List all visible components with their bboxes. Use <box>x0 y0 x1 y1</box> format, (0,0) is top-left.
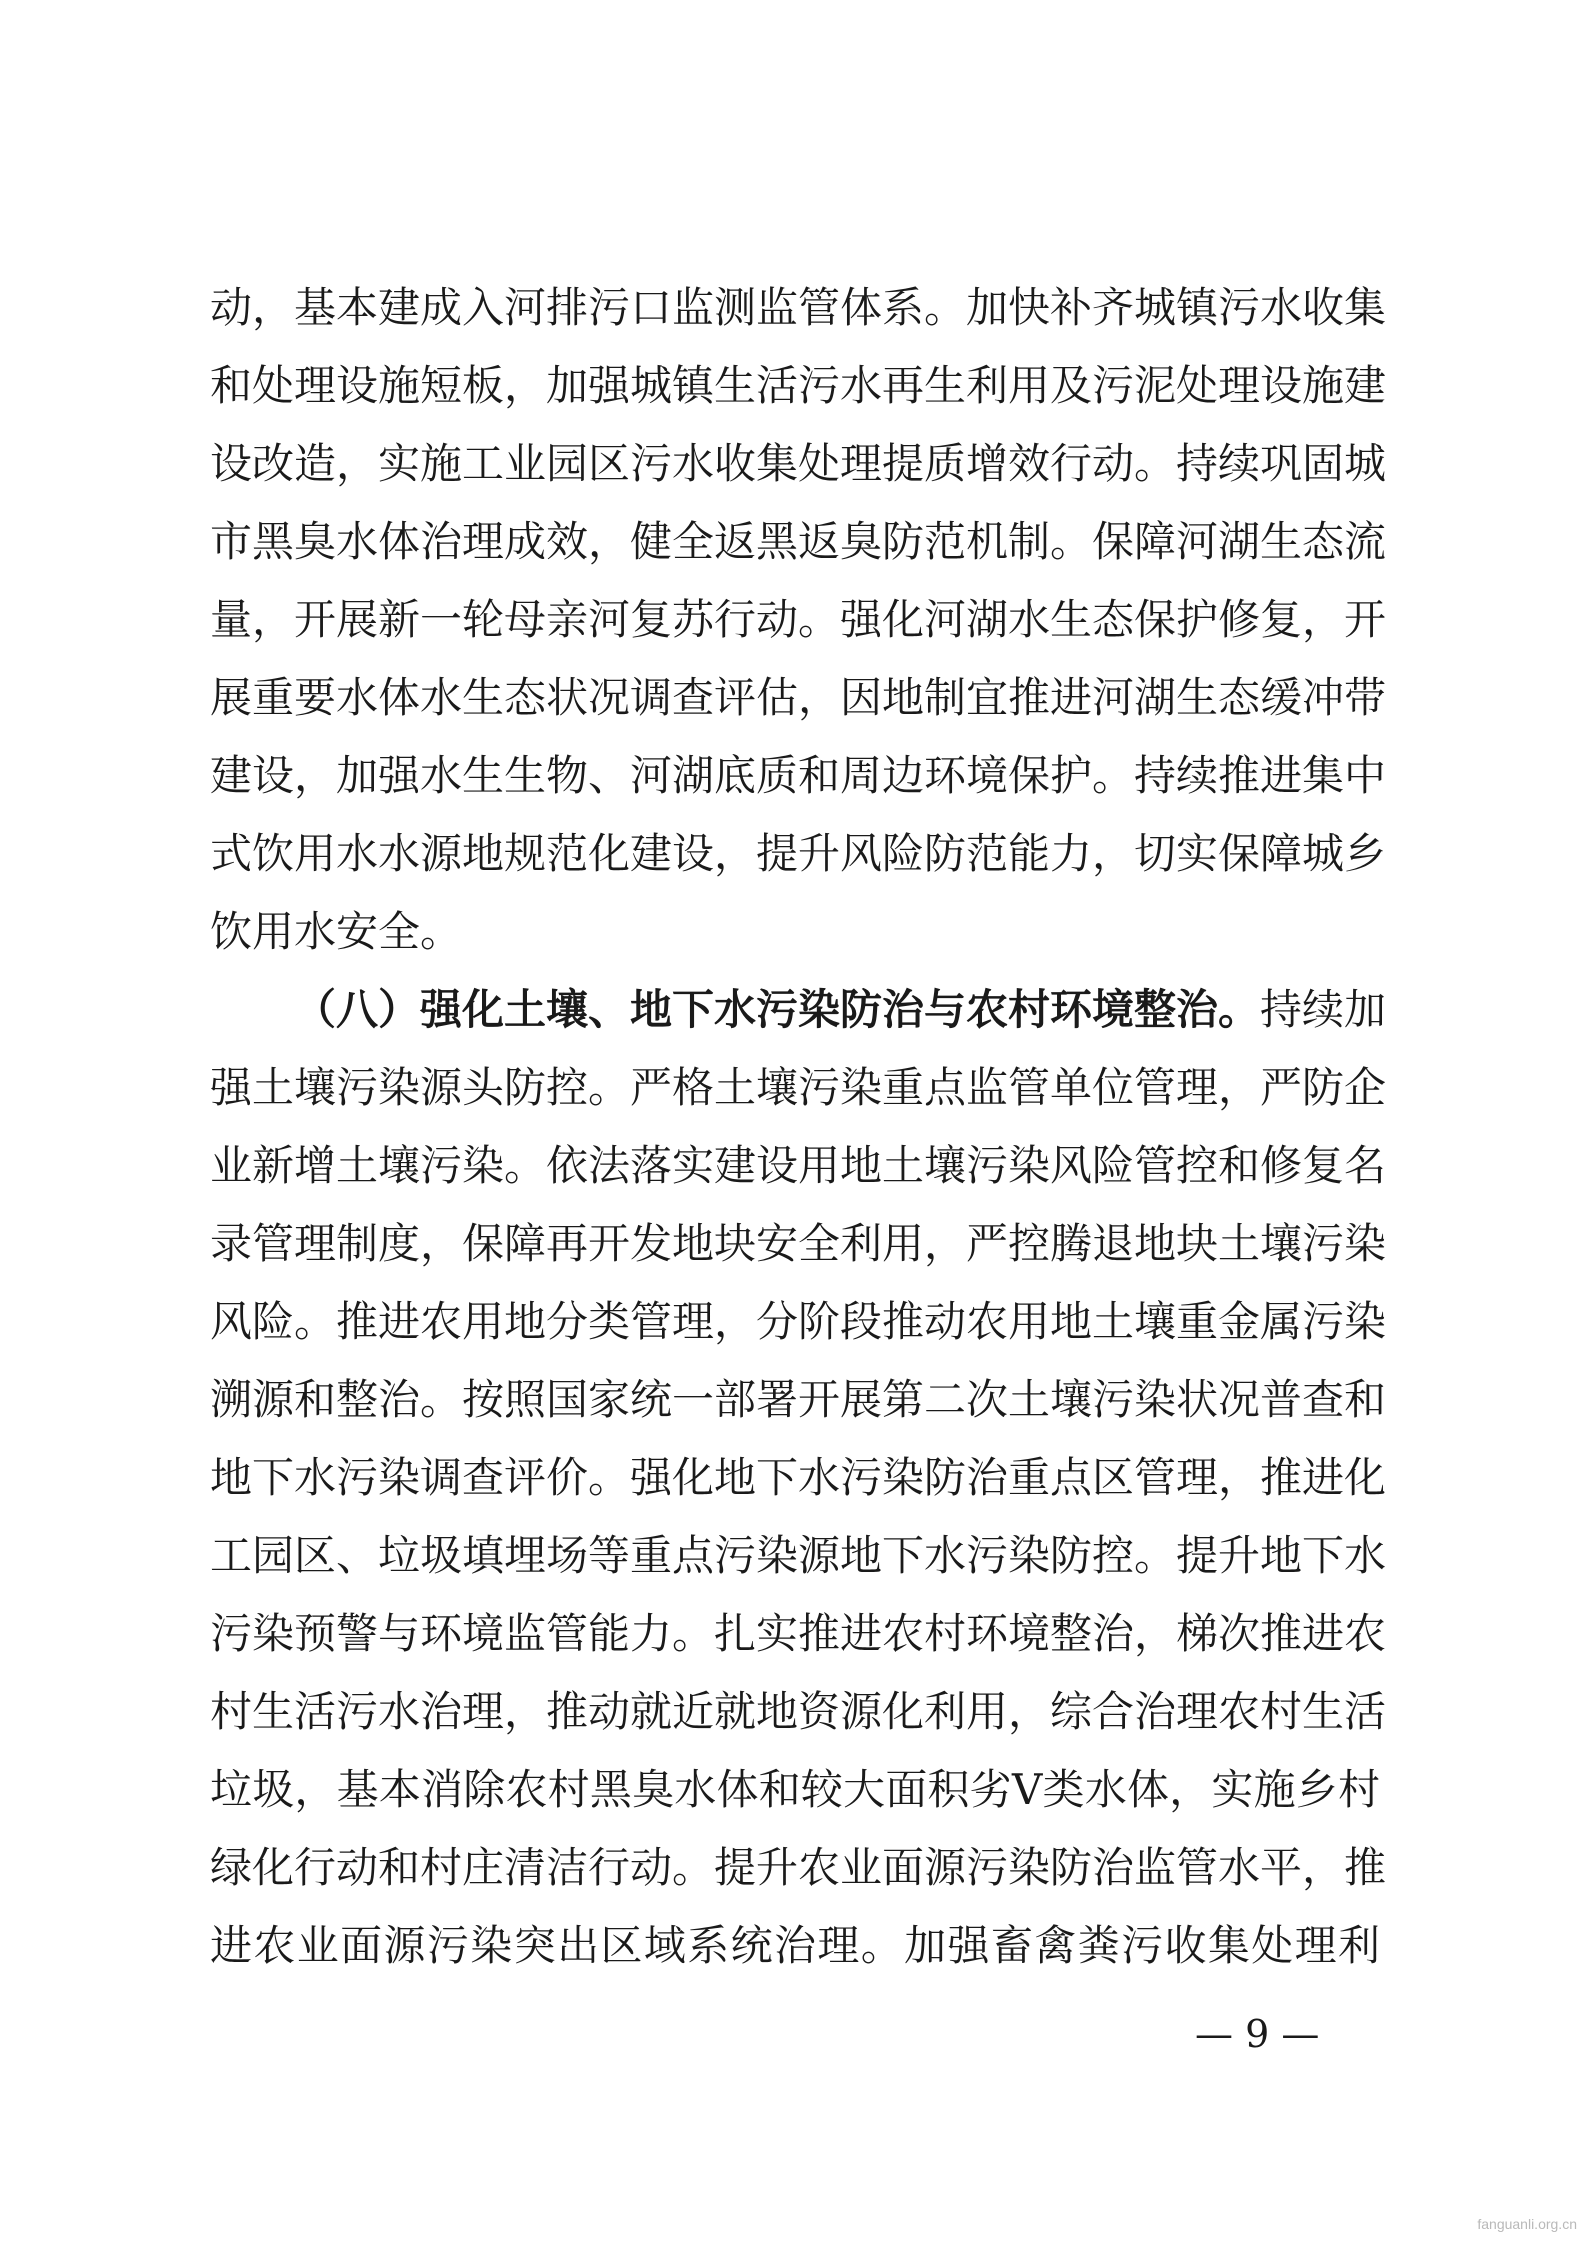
text-line: 市黑臭水体治理成效，健全返黑返臭防范机制。保障河湖生态流 <box>210 517 1387 566</box>
text-line: 绿化行动和村庄清洁行动。提升农业面源污染防治监管水平，推 <box>210 1843 1387 1892</box>
page-number: — 9 — <box>1195 2012 1320 2056</box>
text-line: 进农业面源污染突出区域系统治理。加强畜禽粪污收集处理利 <box>210 1921 1380 1970</box>
text-line: 村生活污水治理，推动就近就地资源化利用，综合治理农村生活 <box>210 1687 1387 1736</box>
text-line: 地下水污染调查评价。强化地下水污染防治重点区管理，推进化 <box>210 1453 1387 1502</box>
section-heading-continuation: 持续加 <box>1260 985 1387 1034</box>
text-line: 饮用水安全。 <box>210 907 463 956</box>
text-line: 业新增土壤污染。依法落实建设用地土壤污染风险管控和修复名 <box>210 1141 1387 1190</box>
watermark: fanguanli.org.cn <box>1477 2216 1577 2232</box>
text-line: 风险。推进农用地分类管理，分阶段推动农用地土壤重金属污染 <box>210 1297 1387 1346</box>
section-heading: （八）强化土壤、地下水污染防治与农村环境整治。 <box>294 985 1261 1034</box>
text-line: 垃圾，基本消除农村黑臭水体和较大面积劣Ⅴ类水体，实施乡村 <box>210 1765 1380 1814</box>
text-line: 式饮用水水源地规范化建设，提升风险防范能力，切实保障城乡 <box>210 829 1387 878</box>
text-line: 建设，加强水生生物、河湖底质和周边环境保护。持续推进集中 <box>210 751 1387 800</box>
text-line: 展重要水体水生态状况调查评估，因地制宜推进河湖生态缓冲带 <box>210 673 1387 722</box>
text-line: 工园区、垃圾填埋场等重点污染源地下水污染防控。提升地下水 <box>210 1531 1387 1580</box>
text-line: 溯源和整治。按照国家统一部署开展第二次土壤污染状况普查和 <box>210 1375 1387 1424</box>
text-line: 设改造，实施工业园区污水收集处理提质增效行动。持续巩固城 <box>210 439 1387 488</box>
text-line: 污染预警与环境监管能力。扎实推进农村环境整治，梯次推进农 <box>210 1609 1387 1658</box>
text-line: 强土壤污染源头防控。严格土壤污染重点监管单位管理，严防企 <box>210 1063 1387 1112</box>
section-heading-line <box>294 984 1387 1036</box>
text-line: 录管理制度，保障再开发地块安全利用，严控腾退地块土壤污染 <box>210 1219 1387 1268</box>
text-line: 和处理设施短板，加强城镇生活污水再生利用及污泥处理设施建 <box>210 361 1387 410</box>
text-line: 量，开展新一轮母亲河复苏行动。强化河湖水生态保护修复，开 <box>210 595 1387 644</box>
text-line: 动，基本建成入河排污口监测监管体系。加快补齐城镇污水收集 <box>210 283 1387 332</box>
